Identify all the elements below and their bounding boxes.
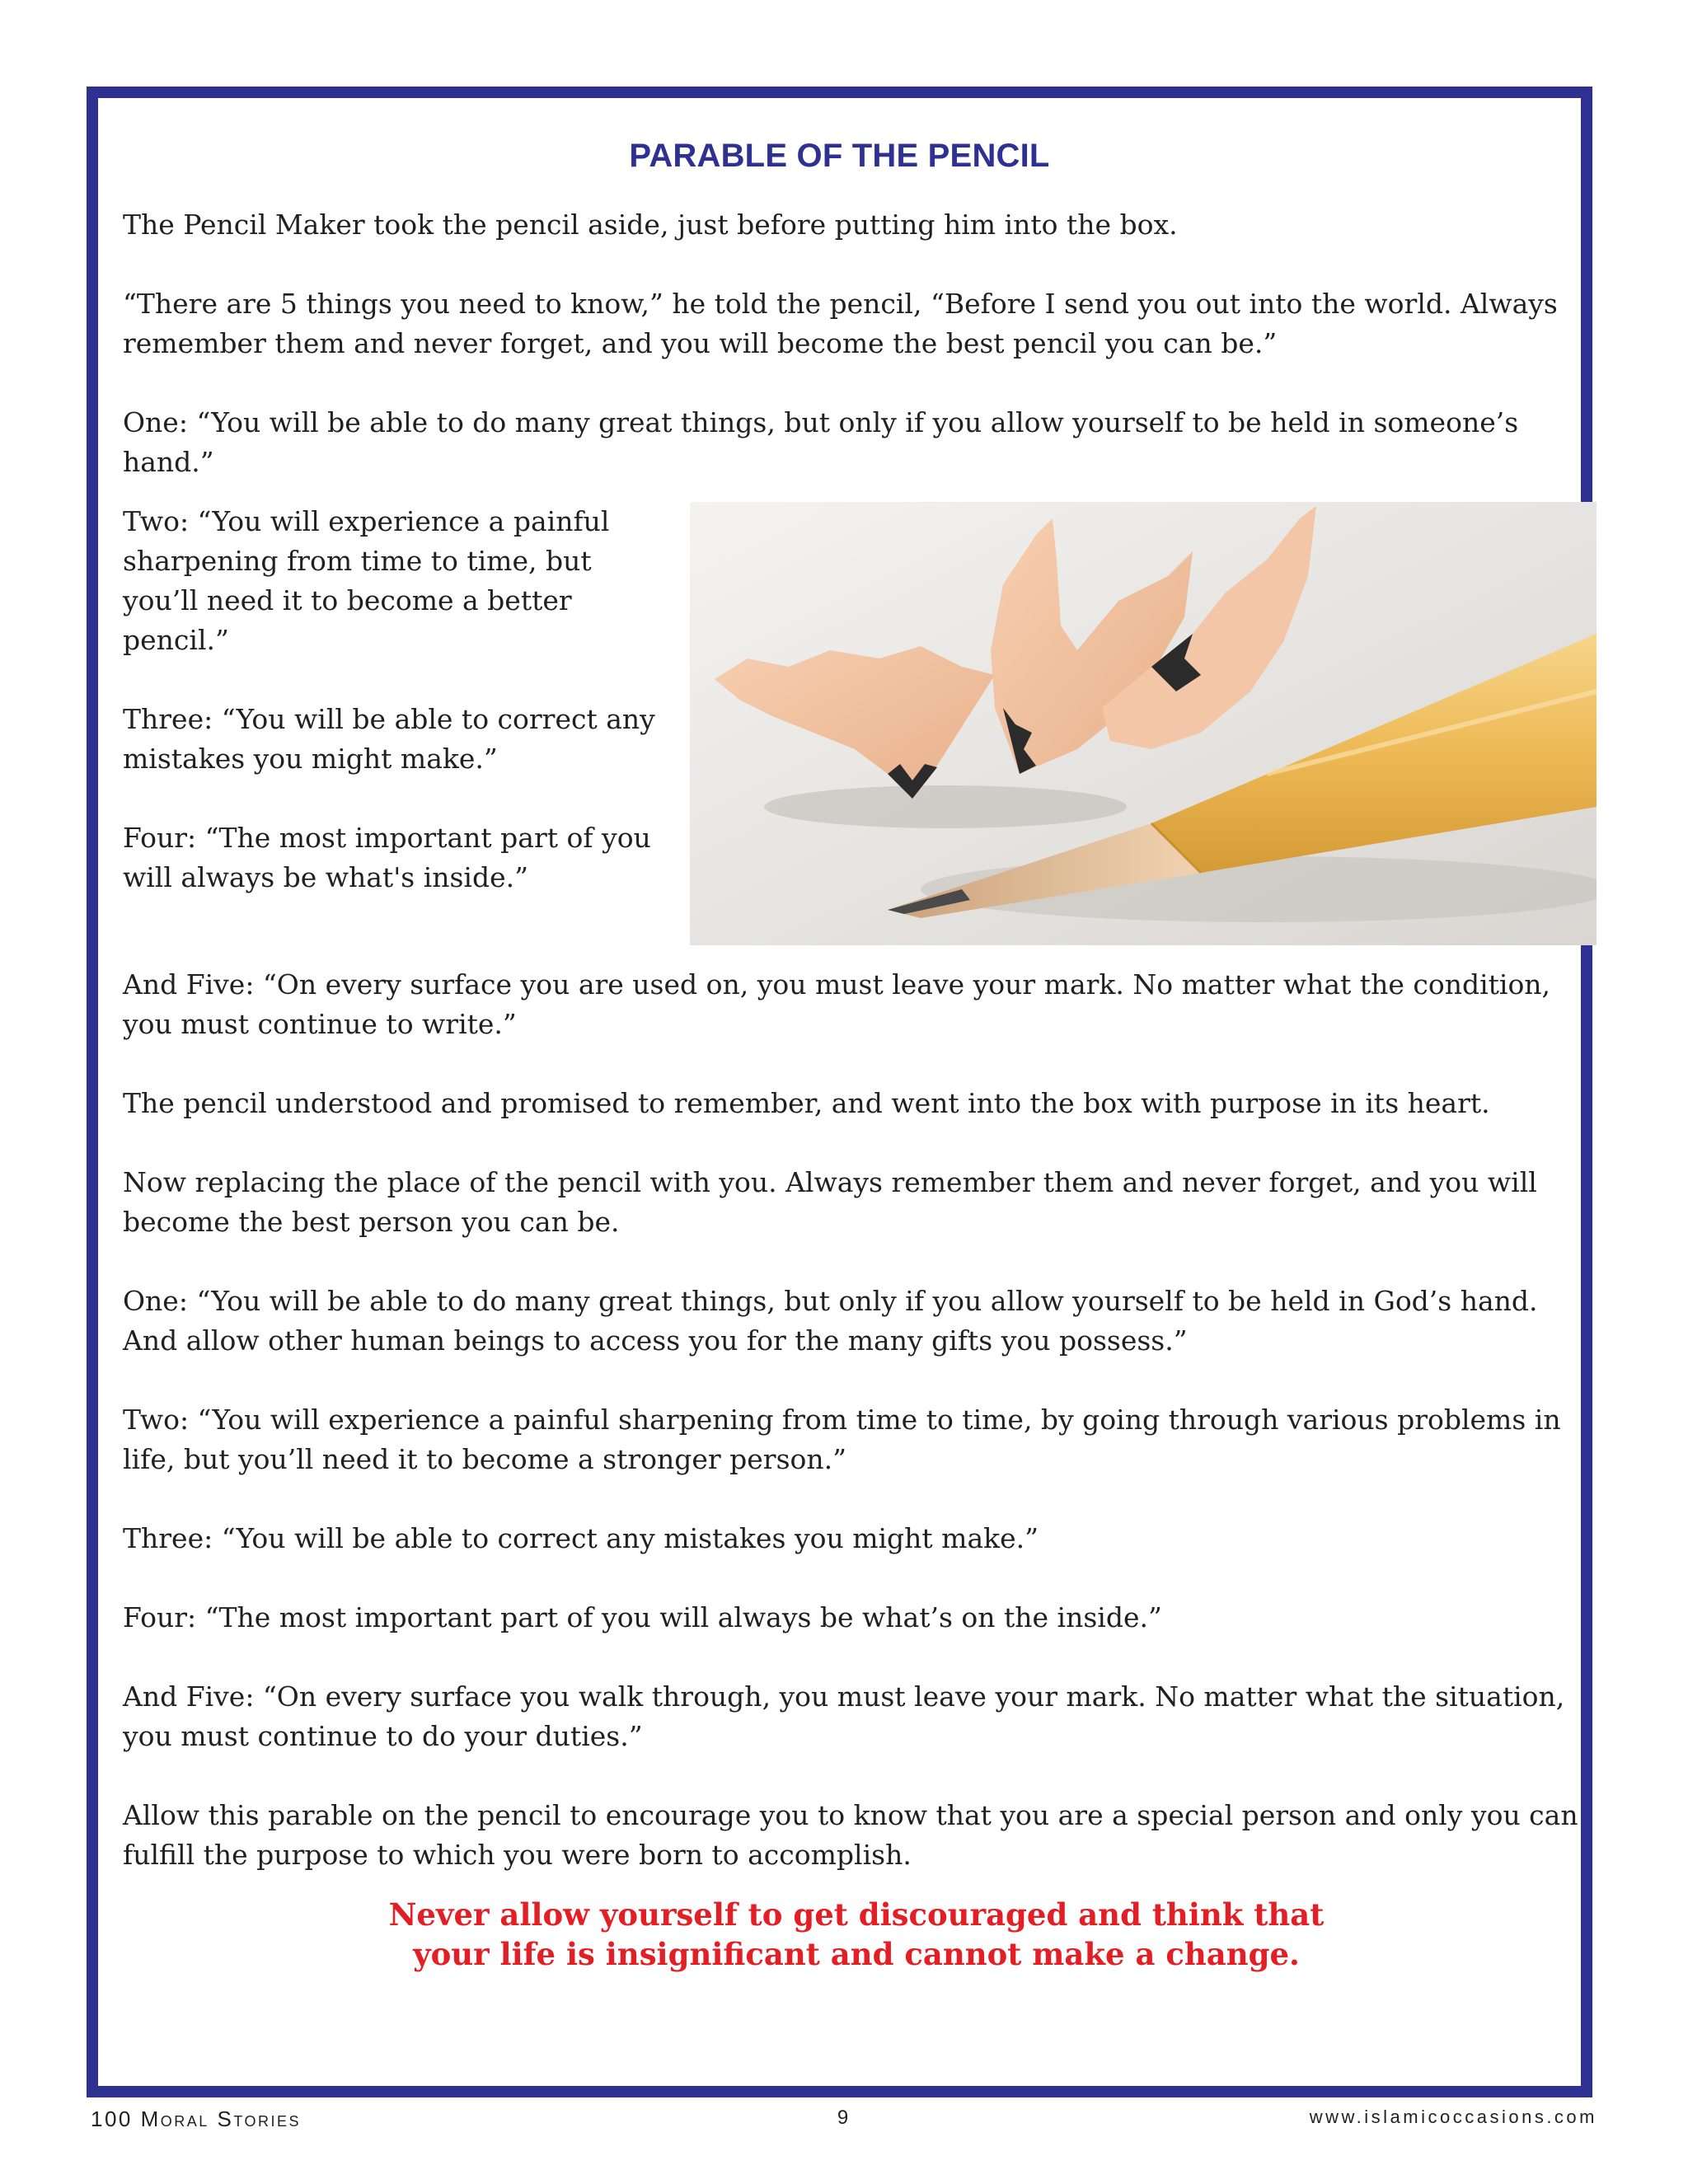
paragraph-pencil-two: Two: “You will experience a painful sharpening from time to time, but you’ll need it to become a better pencil.”	[123, 505, 610, 656]
paragraph-pencil-five: And Five: “On every surface you are used on, you must leave your mark. No matter what the condition, you must continue to write.”	[123, 968, 1551, 1040]
callout-message	[123, 1895, 1590, 1974]
paragraph-pencil-four: Four: “The most important part of you will always be what's inside.”	[123, 822, 651, 893]
pencil-shavings-image	[690, 502, 1597, 945]
paragraph-you-four: Four: “The most important part of you will always be what’s on the inside.”	[123, 1601, 1162, 1633]
paragraph-intro: The Pencil Maker took the pencil aside, just before putting him into the box.	[123, 209, 1178, 241]
paragraph-pencil-promise: The pencil understood and promised to remember, and went into the box with purpose in its heart.	[123, 1087, 1490, 1119]
footer-website: www.islamicoccasions.com	[1309, 2107, 1597, 2127]
page-title: PARABLE OF THE PENCIL	[629, 138, 1050, 174]
paragraph-five-things: “There are 5 things you need to know,” he told the pencil, “Before I send you out into the world. Always remember them and never forget, and you will become the best pencil you can be.”	[123, 288, 1558, 359]
page-frame	[87, 87, 1592, 2097]
paragraph-pencil-one: One: “You will be able to do many great things, but only if you allow yourself to be held in someone’s hand.”	[123, 406, 1519, 478]
footer-book-title: 100 Moral Stories	[91, 2107, 302, 2131]
paragraph-you-two: Two: “You will experience a painful sharpening from time to time, by going through various problems in life, but you’ll need it to become a stronger person.”	[123, 1404, 1561, 1475]
story-body	[123, 205, 1590, 2013]
callout-line-2: your life is insignificant and cannot make a change.	[413, 1936, 1300, 1972]
paragraph-pencil-three: Three: “You will be able to correct any mistakes you might make.”	[123, 703, 655, 775]
paragraph-you-one: One: “You will be able to do many great things, but only if you allow yourself to be held in God’s hand. And allow other human beings to access you for the many gifts you possess.”	[123, 1285, 1538, 1357]
paragraph-you-three: Three: “You will be able to correct any mistakes you might make.”	[123, 1522, 1039, 1554]
paragraph-encourage: Allow this parable on the pencil to encourage you to know that you are a special person and only you can fulfill the purpose to which you were born to accomplish.	[123, 1799, 1578, 1871]
paragraph-you-five: And Five: “On every surface you walk through, you must leave your mark. No matter what the situation, you must continue to do your duties.”	[123, 1680, 1565, 1752]
callout-line-1: Never allow yourself to get discouraged and think that	[388, 1896, 1325, 1933]
footer-page-number: 9	[837, 2107, 851, 2129]
paragraph-replace-with-you: Now replacing the place of the pencil with you. Always remember them and never forget, and you will become the best person you can be.	[123, 1166, 1537, 1238]
page-footer	[91, 2107, 1597, 2131]
